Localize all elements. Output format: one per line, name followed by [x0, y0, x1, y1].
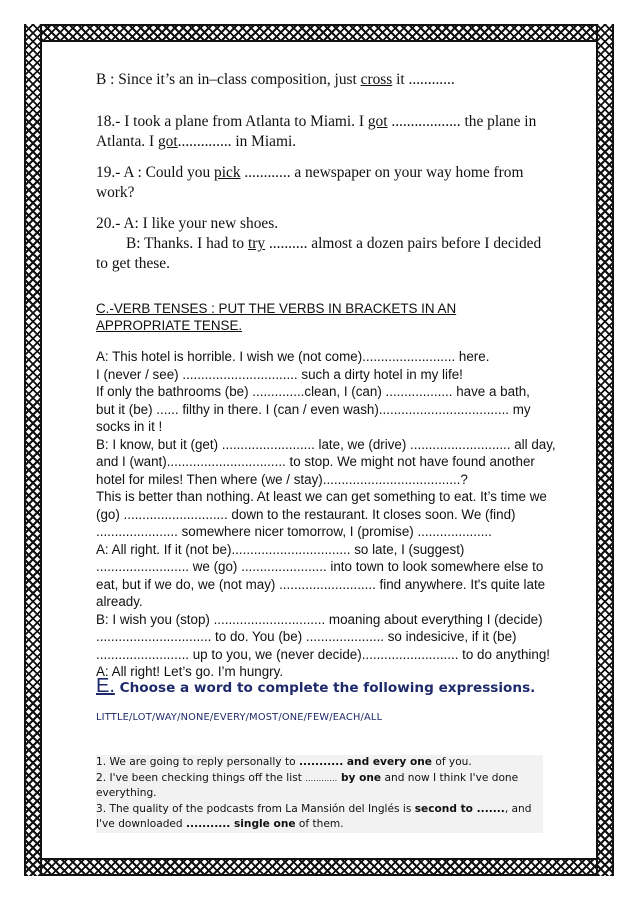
dialogue-line: ...................... somewhere nicer tomorrow, I (promise) .................... [96, 524, 492, 539]
expression-item-3: 3. The quality of the podcasts from La Mansión del Inglés is second to ......., and I've downloaded ........... single one of them. [96, 802, 532, 830]
dialogue-line: A: All right. If it (not be)................................ so late, I (suggest) [96, 541, 465, 557]
line-b-cross: B : Since it’s an in–class composition, just cross it ............ [96, 71, 455, 88]
dialogue-line: eat, but if we do, we (not may) .......................... find anywhere. It's quite late [96, 576, 546, 592]
exercise-b-block [96, 70, 546, 274]
dialogue-line: hotel for miles! Then where (we / stay).....................................? [96, 471, 468, 487]
dialogue-line: and I (want)................................ to stop. We might not have found another [96, 454, 535, 469]
dialogue-line: ......................... we (go) ....................... into town to look somewhere else to [96, 559, 544, 574]
word-choice-list: LITTLE/LOT/WAY/NONE/EVERY/MOST/ONE/FEW/EACH/ALL [96, 712, 383, 723]
question-20-b: B: Thanks. I had to try .......... almost a dozen pairs before I decided to get these. [96, 235, 542, 272]
dialogue-line: This is better than nothing. At least we can get something to eat. It’s time we [96, 489, 547, 504]
dialogue-line: B: I know, but it (get) ......................... late, we (drive) ........................... all day, [96, 436, 556, 452]
decorative-border-left [24, 24, 42, 876]
decorative-border-top [24, 24, 614, 42]
dialogue-line: A: All right! Let’s go. I’m hungry. [96, 664, 284, 679]
decorative-border-bottom [24, 858, 614, 876]
expressions-list [96, 755, 543, 833]
dialogue-line: If only the bathrooms (be) ..............clean, I (can) .................. have a bath, [96, 384, 530, 399]
question-20-a: 20.- A: I like your new shoes. [96, 215, 279, 232]
dialogue-line: B: I wish you (stop) .............................. moaning about everything I (decide) [96, 611, 543, 627]
verb-tenses-dialogue [96, 348, 556, 681]
section-c-heading: C.-VERB TENSES : PUT THE VERBS IN BRACKETS IN AN APPROPRIATE TENSE. [96, 301, 457, 333]
question-19: 19.- A : Could you pick ............ a newspaper on your way home from work? [96, 164, 524, 201]
dialogue-line: (go) ............................ down to the restaurant. It closes soon. We (find) [96, 506, 516, 522]
section-e-heading: E. Choose a word to complete the following expressions. [96, 675, 536, 697]
dialogue-line: but it (be) ...... filthy in there. I (can / even wash)................................... my [96, 401, 531, 417]
dialogue-line: I (never / see) ............................... such a dirty hotel in my life! [96, 366, 463, 382]
question-18: 18.- I took a plane from Atlanta to Miami. I got .................. the plane in Atlanta. I got.............. in Miami. [96, 113, 537, 150]
decorative-border-right [596, 24, 614, 876]
expression-item-2: 2. I've been checking things off the list ………… by one and now I think I've done everything. [96, 771, 519, 799]
expression-item-1: 1. We are going to reply personally to ........... and every one of you. [96, 756, 472, 768]
dialogue-line: ......................... up to you, we (never decide).......................... to do anything! [96, 646, 550, 662]
dialogue-line: already. [96, 594, 143, 609]
dialogue-line: A: This hotel is horrible. I wish we (not come)......................... here. [96, 349, 490, 364]
dialogue-line: ............................... to do. You (be) ..................... so indesicive, if it (be) [96, 629, 517, 644]
dialogue-line: socks in it ! [96, 419, 163, 434]
